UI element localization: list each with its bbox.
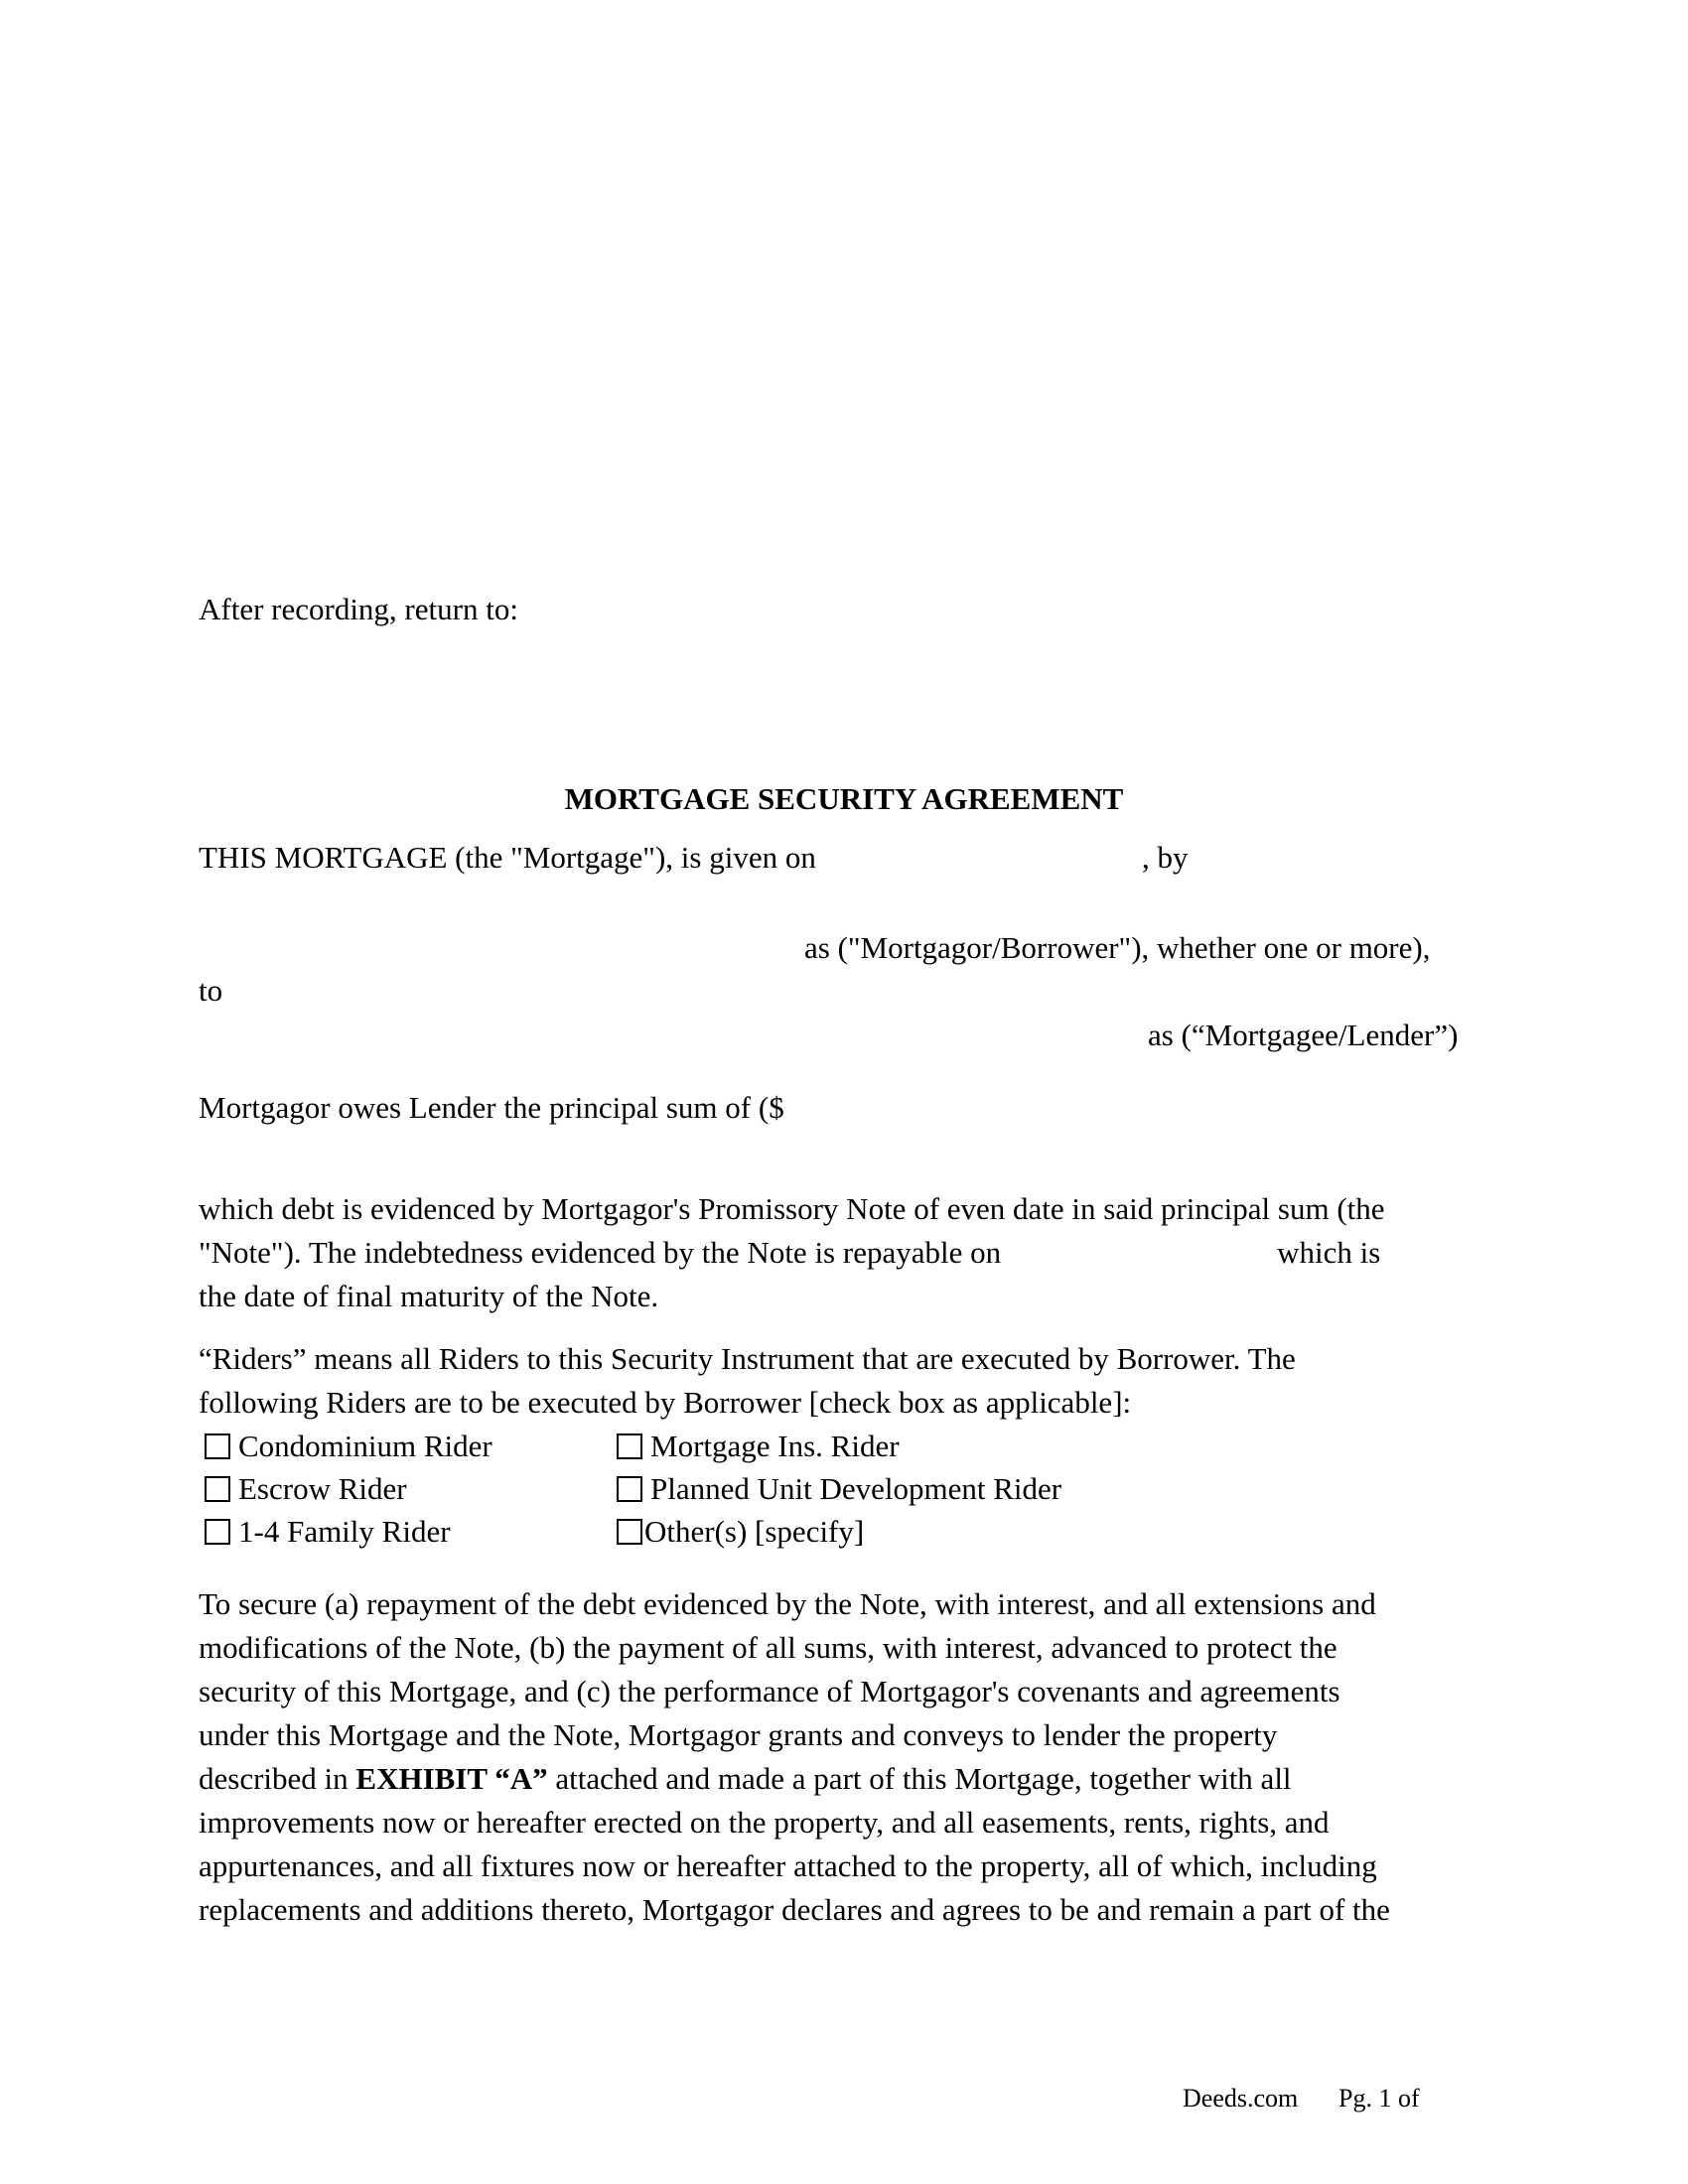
footer-site: Deeds.com — [1183, 2084, 1299, 2113]
debt-line-1: which debt is evidenced by Mortgagor's Promissory Note of even date in said principal sum (the — [199, 1191, 1385, 1226]
checkbox-family[interactable] — [205, 1519, 230, 1545]
rider-family[interactable] — [205, 1510, 451, 1554]
rider-other[interactable] — [617, 1510, 864, 1554]
exhibit-a-reference: EXHIBIT “A” — [355, 1761, 548, 1796]
secure-line-6: improvements now or hereafter erected on the property, and all easements, rents, rights, and — [199, 1805, 1330, 1840]
debt-line-2 — [199, 1231, 1479, 1275]
debt-paragraph — [199, 1187, 1479, 1318]
rider-escrow-label: Escrow Rider — [238, 1471, 407, 1506]
footer-page-number: Pg. 1 of — [1338, 2084, 1420, 2113]
secure-line-7: appurtenances, and all fixtures now or hereafter attached to the property, all of which, including — [199, 1848, 1377, 1883]
riders-line-2: following Riders are to be executed by Borrower [check box as applicable]: — [199, 1385, 1132, 1420]
rider-pud-label: Planned Unit Development Rider — [650, 1471, 1062, 1506]
secure-line-4: under this Mortgage and the Note, Mortgagor grants and conveys to lender the property — [199, 1717, 1278, 1752]
debt-line-3: the date of final maturity of the Note. — [199, 1279, 659, 1313]
secure-line-5 — [199, 1757, 1479, 1801]
intro-line: THIS MORTGAGE (the "Mortgage"), is given on — [199, 840, 816, 875]
checkbox-other[interactable] — [617, 1519, 642, 1545]
secure-line-8: replacements and additions thereto, Mortgagor declares and agrees to be and remain a part of the — [199, 1892, 1390, 1927]
debt-line-2a: "Note"). The indebtedness evidenced by the Note is repayable on — [199, 1235, 1002, 1270]
checkbox-mortgage-ins[interactable] — [617, 1433, 642, 1459]
debt-line-2b: which is — [1277, 1235, 1381, 1270]
checkbox-condominium[interactable] — [205, 1433, 230, 1459]
intro-by: , by — [1142, 840, 1189, 875]
rider-mortgage-ins[interactable] — [617, 1425, 900, 1468]
riders-line-1: “Riders” means all Riders to this Security Instrument that are executed by Borrower. The — [199, 1341, 1296, 1376]
secure-paragraph — [199, 1582, 1479, 1932]
rider-other-label: Other(s) [specify] — [644, 1514, 865, 1549]
rider-escrow[interactable] — [205, 1467, 407, 1511]
checkbox-escrow[interactable] — [205, 1476, 230, 1502]
borrower-clause: as ("Mortgagor/Borrower"), whether one or more), — [804, 930, 1431, 965]
secure-line-2: modifications of the Note, (b) the payment of all sums, with interest, advanced to protect the — [199, 1630, 1337, 1665]
rider-family-label: 1-4 Family Rider — [238, 1514, 451, 1549]
principal-line: Mortgagor owes Lender the principal sum of ($ — [199, 1090, 784, 1125]
secure-line-1: To secure (a) repayment of the debt evidenced by the Note, with interest, and all extensions and — [199, 1586, 1376, 1621]
checkbox-pud[interactable] — [617, 1476, 642, 1502]
riders-paragraph — [199, 1337, 1479, 1425]
return-to-label: After recording, return to: — [199, 592, 518, 626]
lender-clause: as (“Mortgagee/Lender”) — [1148, 1018, 1459, 1052]
rider-pud[interactable] — [617, 1467, 1061, 1511]
document-title: MORTGAGE SECURITY AGREEMENT — [564, 781, 1124, 816]
rider-condominium-label: Condominium Rider — [238, 1429, 492, 1463]
rider-mortgage-ins-label: Mortgage Ins. Rider — [650, 1429, 900, 1463]
secure-line-5a: described in — [199, 1761, 349, 1796]
rider-condominium[interactable] — [205, 1425, 492, 1468]
secure-line-3: security of this Mortgage, and (c) the performance of Mortgagor's covenants and agreements — [199, 1674, 1340, 1708]
to-word: to — [199, 973, 223, 1008]
secure-line-5b: attached and made a part of this Mortgage, together with all — [555, 1761, 1292, 1796]
